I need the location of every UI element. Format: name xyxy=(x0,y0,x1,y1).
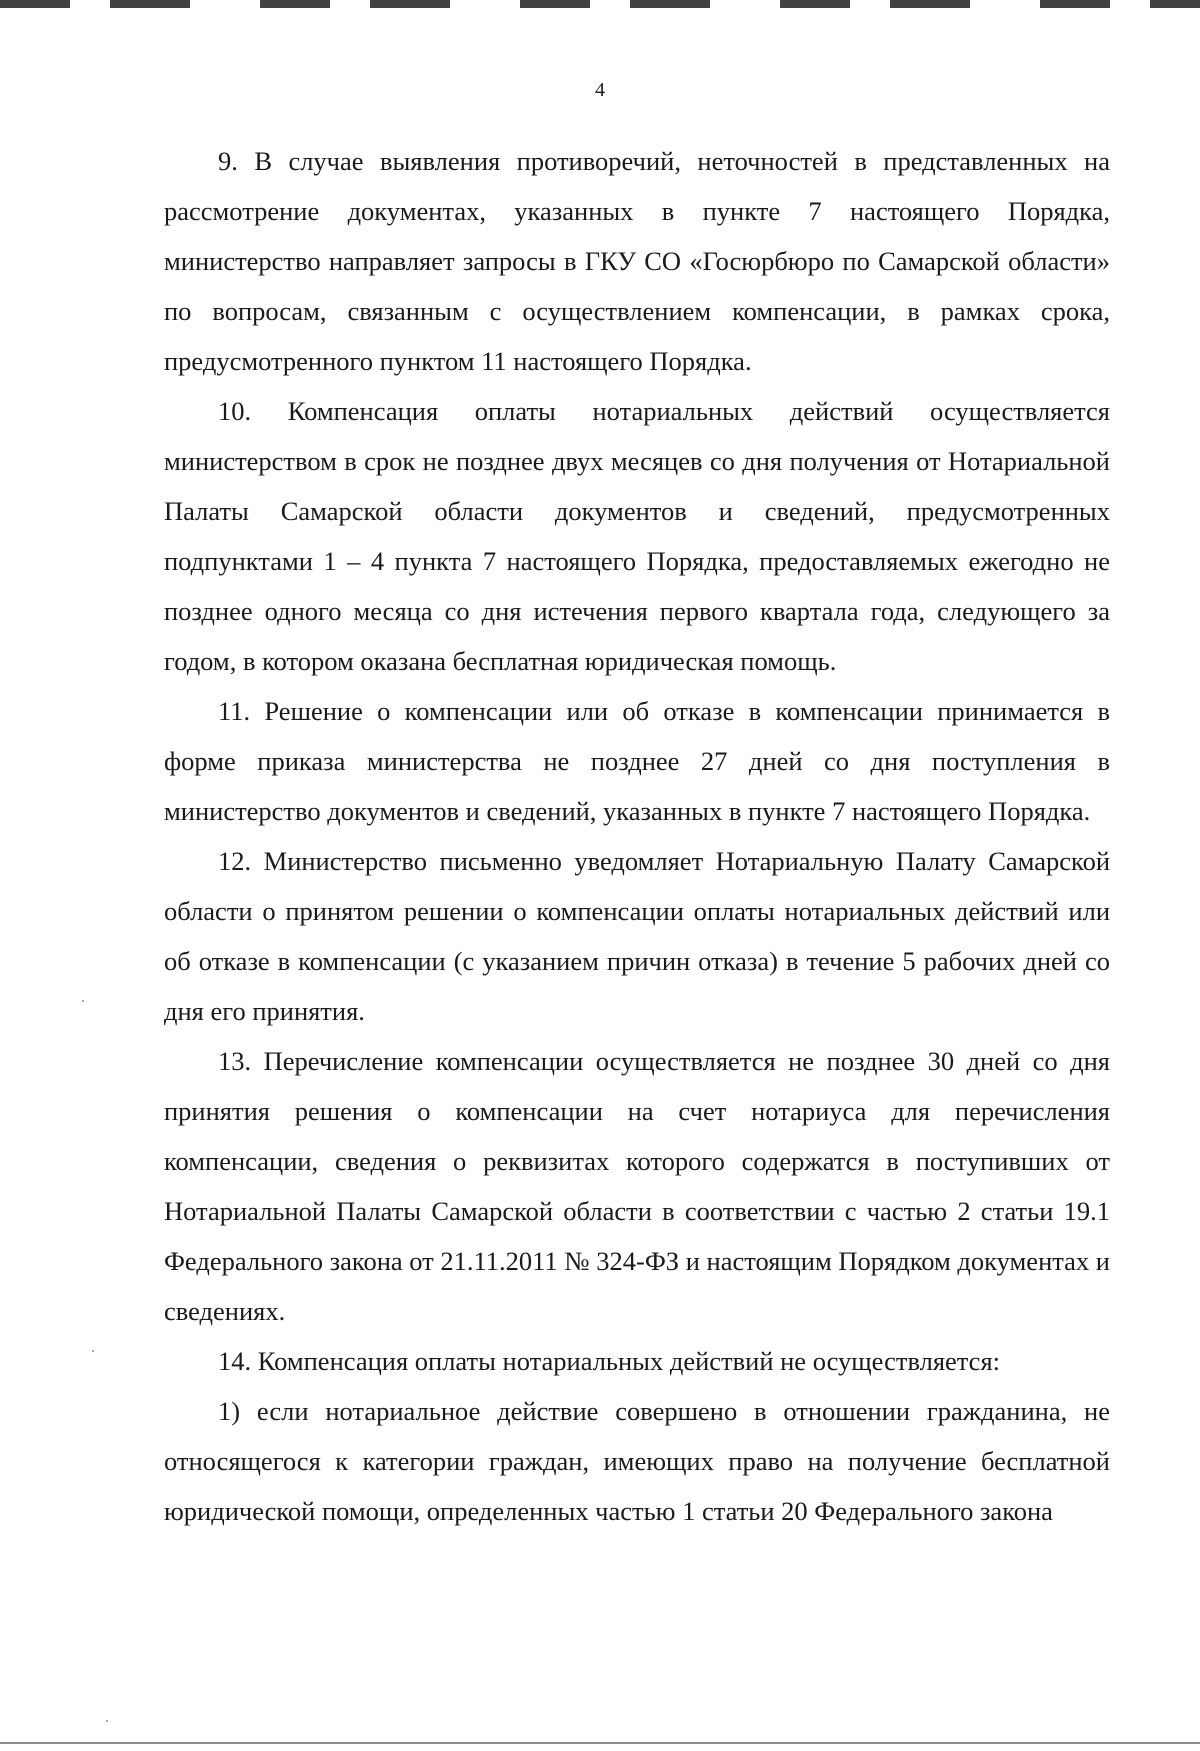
document-body xyxy=(164,136,1110,1536)
paragraph-11: 11. Решение о компенсации или об отказе в компенсации принимается в форме приказа министерства не позднее 27 дней со дня поступления в министерство документов и сведений, указанных в пункте 7 настоящего Порядка. xyxy=(164,696,1110,826)
scan-speck xyxy=(106,1720,108,1722)
scan-speck xyxy=(82,1000,84,1002)
scan-artifact-bottom xyxy=(0,1742,1200,1744)
scan-artifact-top xyxy=(0,0,1200,8)
scan-speck xyxy=(92,1350,94,1352)
paragraph-9: 9. В случае выявления противоречий, неточностей в представленных на рассмотрение документах, указанных в пункте 7 настоящего Порядка, министерство направляет запросы в ГКУ СО «Госюрбюро по Самарской области» по вопросам, связанным с осуществлением компенсации, в рамках срока, предусмотренного пунктом 11 настоящего Порядка. xyxy=(164,146,1110,376)
paragraph-12: 12. Министерство письменно уведомляет Нотариальную Палату Самарской области о принятом решении о компенсации оплаты нотариальных действий или об отказе в компенсации (с указанием причин отказа) в течение 5 рабочих дней со дня его принятия. xyxy=(164,846,1110,1026)
page-number: 4 xyxy=(595,79,605,101)
paragraph-14-item-1: 1) если нотариальное действие совершено в отношении гражданина, не относящегося к категории граждан, имеющих право на получение бесплатной юридической помощи, определенных частью 1 статьи 20 Федерального закона xyxy=(164,1396,1110,1526)
paragraph-10: 10. Компенсация оплаты нотариальных действий осуществляется министерством в срок не позднее двух месяцев со дня получения от Нотариальной Палаты Самарской области документов и сведений, предусмотренных подпунктами 1 – 4 пункта 7 настоящего Порядка, предоставляемых ежегодно не позднее одного месяца со дня истечения первого квартала года, следующего за годом, в котором оказана бесплатная юридическая помощь. xyxy=(164,396,1110,676)
paragraph-13: 13. Перечисление компенсации осуществляется не позднее 30 дней со дня принятия решения о компенсации на счет нотариуса для перечисления компенсации, сведения о реквизитах которого содержатся в поступивших от Нотариальной Палаты Самарской области в соответствии с частью 2 статьи 19.1 Федерального закона от 21.11.2011 № 324-ФЗ и настоящим Порядком документах и сведениях. xyxy=(164,1046,1110,1326)
paragraph-14: 14. Компенсация оплаты нотариальных действий не осуществляется: xyxy=(218,1346,1000,1376)
